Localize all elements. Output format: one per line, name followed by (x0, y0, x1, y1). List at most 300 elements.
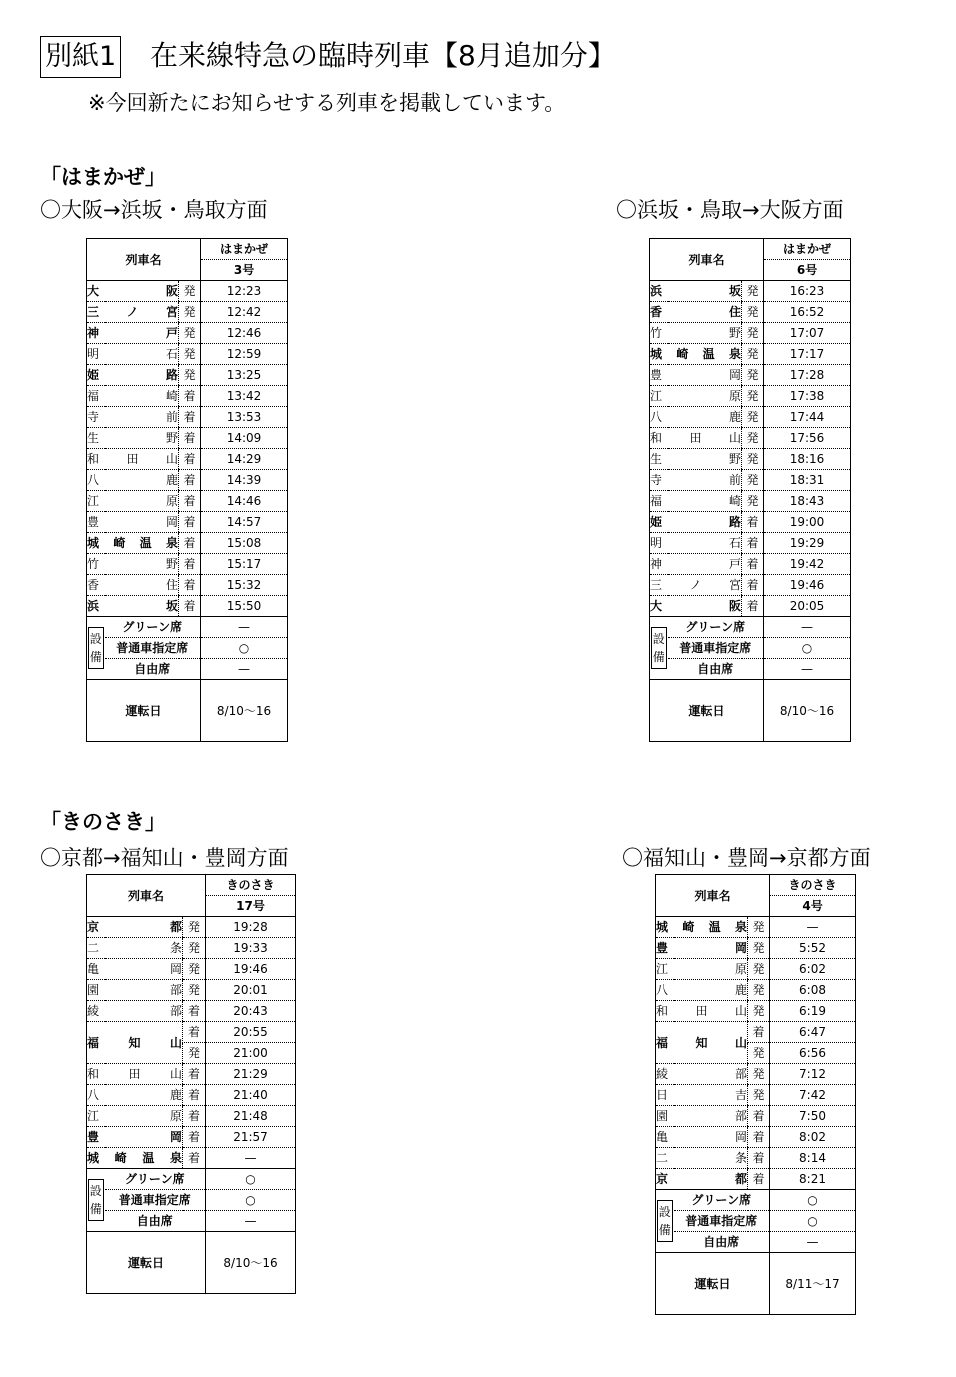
station-name-text (650, 491, 741, 511)
station-char: 鹿 (165, 473, 178, 487)
equipment-name: グリーン席 (105, 1169, 206, 1190)
station-char: 住 (728, 305, 741, 319)
station-char: 都 (169, 920, 182, 934)
time-cell: 19:29 (764, 533, 851, 554)
station-name-text (650, 302, 741, 322)
time-cell: 5:52 (770, 938, 856, 959)
station-char: 野 (165, 557, 178, 571)
station-name-text (87, 575, 178, 595)
station-name (650, 491, 742, 512)
station-char: 山 (734, 1035, 747, 1050)
arr-dep-mark: 着 (179, 470, 201, 491)
station-row (656, 959, 856, 980)
station-char: 江 (87, 1109, 100, 1123)
arr-dep-mark: 発 (183, 917, 206, 938)
station-row (87, 980, 296, 1001)
station-char: 坂 (165, 599, 178, 613)
station-name (650, 512, 742, 533)
time-cell: 15:17 (201, 554, 288, 575)
run-days-row (87, 680, 288, 742)
station-char: 温 (702, 347, 715, 361)
station-name-text (650, 365, 741, 385)
train-name-label: 列車名 (650, 239, 764, 281)
header-row (87, 875, 296, 896)
equipment-header (87, 1169, 105, 1232)
station-char: 亀 (87, 962, 100, 976)
station-char: 山 (728, 431, 741, 445)
station-name-text (87, 1085, 182, 1105)
station-name-text (87, 449, 178, 469)
station-char: 和 (87, 452, 100, 466)
station-name-text (650, 596, 741, 616)
station-name-text (87, 512, 178, 532)
equipment-row (650, 617, 851, 638)
arr-dep-mark: 発 (742, 407, 764, 428)
station-char: 部 (169, 983, 182, 997)
run-days-value: 8/10〜16 (779, 703, 835, 718)
station-name-text (87, 917, 182, 937)
station-char: 豊 (650, 368, 663, 382)
station-char: 明 (87, 347, 100, 361)
station-char: 温 (142, 1151, 155, 1165)
station-char: 泉 (169, 1151, 182, 1165)
station-char: 生 (87, 431, 100, 445)
station-char: 三 (87, 305, 100, 319)
station-char: 鹿 (169, 1088, 182, 1102)
equipment-name: 普通車指定席 (105, 638, 201, 659)
station-char: 八 (650, 410, 663, 424)
time-cell: 15:32 (201, 575, 288, 596)
time-cell: 6:56 (770, 1043, 856, 1064)
station-char: 城 (656, 920, 669, 934)
time-cell: 8:14 (770, 1148, 856, 1169)
station-name (87, 491, 179, 512)
station-row (87, 470, 288, 491)
station-char: 綾 (87, 1004, 100, 1018)
run-days-row (87, 1232, 296, 1294)
equipment-label: 設備 (88, 627, 104, 669)
station-char: 明 (650, 536, 663, 550)
equipment-value: — (764, 659, 851, 680)
station-name-text (650, 449, 741, 469)
time-cell: 16:23 (764, 281, 851, 302)
station-char: 崎 (113, 536, 126, 550)
station-char: 岡 (169, 962, 182, 976)
station-name-text (87, 302, 178, 322)
time-cell: 8:21 (770, 1169, 856, 1190)
station-char: 綾 (656, 1067, 669, 1081)
station-char: 知 (695, 1035, 708, 1050)
station-char: 部 (734, 1109, 747, 1123)
station-char: ノ (126, 305, 139, 319)
station-name (656, 917, 748, 938)
station-name (650, 323, 742, 344)
direction-title-3: 〇福知山・豊岡→京都方面 (622, 846, 871, 870)
equipment-value: ○ (201, 638, 288, 659)
station-row (87, 428, 288, 449)
station-row (87, 323, 288, 344)
time-cell: — (206, 1148, 296, 1169)
station-name (656, 959, 748, 980)
station-name-text (87, 491, 178, 511)
arr-dep-mark: 発 (748, 917, 770, 938)
station-row (87, 1001, 296, 1022)
station-char: 山 (165, 452, 178, 466)
time-cell: 21:29 (206, 1064, 296, 1085)
equipment-row (87, 1169, 296, 1190)
station-name (656, 1085, 748, 1106)
equipment-header (650, 617, 668, 680)
station-char: 泉 (728, 347, 741, 361)
arr-dep-mark: 着 (183, 1001, 206, 1022)
equipment-name: 普通車指定席 (668, 638, 764, 659)
station-char: 神 (87, 326, 100, 340)
station-name-text (87, 1106, 182, 1126)
time-cell: 15:50 (201, 596, 288, 617)
station-row (87, 386, 288, 407)
station-char: 鹿 (728, 410, 741, 424)
time-cell: 12:42 (201, 302, 288, 323)
station-char: 野 (165, 431, 178, 445)
station-name (87, 386, 179, 407)
station-row (656, 938, 856, 959)
station-name (87, 365, 179, 386)
station-char: 二 (87, 941, 100, 955)
section-title-hamakaze: 「はまかぜ」 (40, 165, 166, 189)
arr-dep-mark: 発 (183, 1043, 206, 1064)
station-name (650, 596, 742, 617)
station-row (87, 1127, 296, 1148)
time-cell: 18:16 (764, 449, 851, 470)
time-cell: 13:42 (201, 386, 288, 407)
station-char: 福 (656, 1035, 669, 1050)
station-char: 八 (656, 983, 669, 997)
arr-dep-mark: 着 (179, 386, 201, 407)
station-char: 城 (87, 536, 100, 550)
station-row (87, 302, 288, 323)
station-char: 戸 (165, 326, 178, 340)
arr-dep-mark: 着 (742, 533, 764, 554)
equipment-value: — (201, 617, 288, 638)
station-char: 部 (734, 1067, 747, 1081)
equipment-value: ○ (764, 638, 851, 659)
station-name (656, 1148, 748, 1169)
station-char: 京 (656, 1172, 669, 1186)
train-name: はまかぜ (764, 239, 851, 260)
station-name-text (87, 1033, 182, 1053)
equipment-name: 普通車指定席 (674, 1211, 770, 1232)
header-row (656, 875, 856, 896)
time-cell: 17:17 (764, 344, 851, 365)
time-cell: 20:01 (206, 980, 296, 1001)
arr-dep-mark: 発 (179, 323, 201, 344)
time-cell: 7:50 (770, 1106, 856, 1127)
time-cell: 21:40 (206, 1085, 296, 1106)
station-char: 山 (734, 1004, 747, 1018)
station-name (656, 1169, 748, 1190)
station-row (87, 917, 296, 938)
station-char: 条 (169, 941, 182, 955)
station-char: 原 (165, 494, 178, 508)
time-cell: 12:59 (201, 344, 288, 365)
station-row (650, 491, 851, 512)
station-char: 田 (128, 1067, 141, 1081)
arr-dep-mark: 発 (748, 938, 770, 959)
station-name-text (87, 533, 178, 553)
station-char: 園 (656, 1109, 669, 1123)
station-char: 野 (728, 326, 741, 340)
time-cell: 18:31 (764, 470, 851, 491)
equipment-value: ○ (770, 1190, 856, 1211)
timetable-kinosaki-4 (655, 874, 856, 1315)
station-name-text (87, 281, 178, 301)
station-row (87, 575, 288, 596)
train-name: きのさき (206, 875, 296, 896)
station-row (656, 980, 856, 1001)
direction-title-1: 〇浜坂・鳥取→大阪方面 (616, 198, 844, 222)
train-name-label: 列車名 (87, 239, 201, 281)
equipment-row (87, 638, 288, 659)
arr-dep-mark: 着 (748, 1127, 770, 1148)
time-cell: 19:46 (206, 959, 296, 980)
station-name (87, 1001, 183, 1022)
time-cell: 14:09 (201, 428, 288, 449)
station-name (650, 449, 742, 470)
time-cell: 15:08 (201, 533, 288, 554)
train-number: 4号 (770, 896, 856, 917)
equipment-label: 設備 (651, 627, 667, 669)
station-row (87, 959, 296, 980)
station-row (87, 1106, 296, 1127)
station-name (650, 344, 742, 365)
station-char: 宮 (165, 305, 178, 319)
time-cell: 12:23 (201, 281, 288, 302)
equipment-name: 自由席 (674, 1232, 770, 1253)
station-row (87, 533, 288, 554)
train-number: 3号 (201, 260, 288, 281)
station-name-text (87, 1127, 182, 1147)
station-name (87, 470, 179, 491)
equipment-row (87, 1211, 296, 1232)
station-char: 田 (126, 452, 139, 466)
station-char: 福 (650, 494, 663, 508)
header-row (650, 239, 851, 260)
arr-dep-mark: 発 (183, 980, 206, 1001)
arr-dep-mark: 発 (748, 1085, 770, 1106)
station-row (650, 512, 851, 533)
equipment-row (650, 638, 851, 659)
station-char: 和 (656, 1004, 669, 1018)
station-char: 日 (656, 1088, 669, 1102)
arr-dep-mark: 着 (183, 1064, 206, 1085)
station-name (650, 575, 742, 596)
arr-dep-mark: 発 (742, 449, 764, 470)
station-name-text (656, 1148, 747, 1168)
station-name-text (87, 554, 178, 574)
station-char: 城 (87, 1151, 100, 1165)
station-char: 豊 (656, 941, 669, 955)
equipment-value: — (206, 1211, 296, 1232)
station-char: 坂 (728, 284, 741, 298)
station-name (87, 1106, 183, 1127)
station-char: 江 (650, 389, 663, 403)
station-char: 福 (87, 389, 100, 403)
station-name-text (87, 365, 178, 385)
direction-title-0: 〇大阪→浜坂・鳥取方面 (40, 198, 268, 222)
attachment-badge: 別紙1 (40, 36, 121, 78)
run-days-value: 8/11〜17 (785, 1276, 840, 1291)
station-name-text (87, 1148, 182, 1168)
station-row (650, 470, 851, 491)
station-char: 豊 (87, 515, 100, 529)
time-cell: 19:28 (206, 917, 296, 938)
station-row (656, 1106, 856, 1127)
time-cell: 17:44 (764, 407, 851, 428)
arr-dep-mark: 発 (748, 1064, 770, 1085)
time-cell: 6:19 (770, 1001, 856, 1022)
equipment-row (656, 1211, 856, 1232)
station-char: 城 (650, 347, 663, 361)
station-char: 香 (87, 578, 100, 592)
arr-dep-mark: 着 (748, 1106, 770, 1127)
station-name-text (87, 959, 182, 979)
station-row (650, 344, 851, 365)
station-row (650, 596, 851, 617)
equipment-value: — (764, 617, 851, 638)
station-row (650, 407, 851, 428)
station-char: 園 (87, 983, 100, 997)
station-row (87, 1064, 296, 1085)
station-name-text (650, 323, 741, 343)
time-cell: — (770, 917, 856, 938)
equipment-value: — (770, 1232, 856, 1253)
station-row (87, 596, 288, 617)
station-char: 八 (87, 473, 100, 487)
equipment-value: ○ (770, 1211, 856, 1232)
station-name-text (656, 1106, 747, 1126)
arr-dep-mark: 発 (748, 959, 770, 980)
station-char: 寺 (650, 473, 663, 487)
station-name-text (87, 428, 178, 448)
station-row (87, 554, 288, 575)
station-row (87, 512, 288, 533)
station-name-text (87, 596, 178, 616)
station-name (87, 1148, 183, 1169)
station-name-text (656, 1085, 747, 1105)
station-row (650, 428, 851, 449)
station-char: 泉 (734, 920, 747, 934)
station-char: 和 (87, 1067, 100, 1081)
station-name-text (650, 575, 741, 595)
arr-dep-mark: 発 (742, 428, 764, 449)
station-char: 山 (169, 1067, 182, 1081)
station-char: 崎 (682, 920, 695, 934)
header-row (87, 239, 288, 260)
time-cell: 13:53 (201, 407, 288, 428)
station-char: 石 (165, 347, 178, 361)
station-char: 前 (165, 410, 178, 424)
time-cell: 7:12 (770, 1064, 856, 1085)
station-name (87, 428, 179, 449)
station-char: 野 (728, 452, 741, 466)
arr-dep-mark: 着 (179, 575, 201, 596)
station-name-text (650, 344, 741, 364)
time-cell: 20:43 (206, 1001, 296, 1022)
station-name (87, 1064, 183, 1085)
arr-dep-mark: 発 (748, 980, 770, 1001)
station-row (656, 1064, 856, 1085)
station-char: 姫 (87, 368, 100, 382)
station-char: 八 (87, 1088, 100, 1102)
station-char: 崎 (114, 1151, 127, 1165)
arr-dep-mark: 着 (183, 1127, 206, 1148)
station-char: 部 (169, 1004, 182, 1018)
equipment-value: ○ (206, 1169, 296, 1190)
arr-dep-mark: 発 (179, 281, 201, 302)
time-cell: 19:00 (764, 512, 851, 533)
station-name-text (656, 1127, 747, 1147)
station-row (87, 344, 288, 365)
station-char: 岡 (734, 1130, 747, 1144)
run-days-label: 運転日 (87, 680, 201, 742)
arr-dep-mark: 発 (742, 470, 764, 491)
arr-dep-mark: 発 (748, 1001, 770, 1022)
station-name (87, 575, 179, 596)
station-char: 竹 (87, 557, 100, 571)
station-char: 亀 (656, 1130, 669, 1144)
arr-dep-mark: 着 (183, 1148, 206, 1169)
station-char: 田 (689, 431, 702, 445)
timetable-kinosaki-17 (86, 874, 296, 1294)
station-name-text (87, 470, 178, 490)
station-name-text (650, 470, 741, 490)
station-name (87, 533, 179, 554)
arr-dep-mark: 着 (179, 533, 201, 554)
station-char: 都 (734, 1172, 747, 1186)
station-name-text (650, 407, 741, 427)
station-char: 阪 (165, 284, 178, 298)
train-name: はまかぜ (201, 239, 288, 260)
arr-dep-mark: 着 (742, 575, 764, 596)
time-cell: 21:48 (206, 1106, 296, 1127)
station-name (87, 1085, 183, 1106)
arr-dep-mark: 発 (742, 302, 764, 323)
time-cell: 13:25 (201, 365, 288, 386)
station-row (656, 1127, 856, 1148)
station-char: 岡 (165, 515, 178, 529)
arr-dep-mark: 着 (179, 491, 201, 512)
time-cell: 14:46 (201, 491, 288, 512)
arr-dep-mark: 着 (179, 554, 201, 575)
arr-dep-mark: 発 (742, 491, 764, 512)
arr-dep-mark: 発 (748, 1043, 770, 1064)
station-char: 大 (87, 284, 100, 298)
equipment-value: ○ (206, 1190, 296, 1211)
station-row (650, 533, 851, 554)
station-name (650, 386, 742, 407)
station-char: 住 (165, 578, 178, 592)
time-cell: 20:05 (764, 596, 851, 617)
station-name (650, 281, 742, 302)
time-cell: 8:02 (770, 1127, 856, 1148)
station-char: 条 (734, 1151, 747, 1165)
page-title: 在来線特急の臨時列車【8月追加分】 (150, 39, 616, 72)
arr-dep-mark: 発 (183, 938, 206, 959)
time-cell: 14:39 (201, 470, 288, 491)
station-name-text (650, 386, 741, 406)
station-row (87, 449, 288, 470)
station-char: 豊 (87, 1130, 100, 1144)
